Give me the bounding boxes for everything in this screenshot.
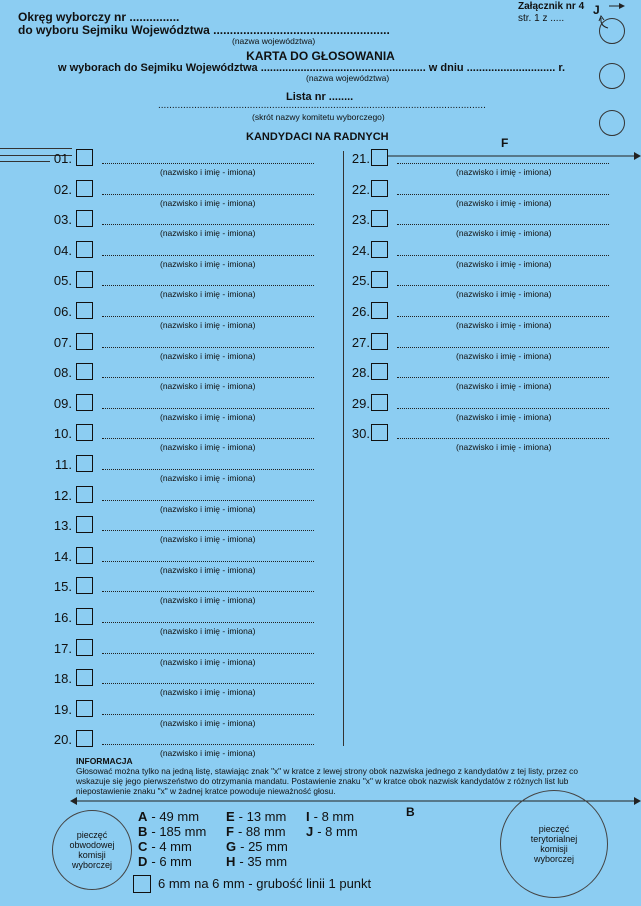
name-dotted-line — [397, 194, 609, 195]
candidate-number: 25. — [351, 273, 370, 289]
vote-checkbox[interactable] — [371, 424, 388, 441]
name-hint: (nazwisko i imię - imiona) — [456, 350, 552, 361]
name-dotted-line — [102, 163, 314, 164]
name-dotted-line — [102, 500, 314, 501]
name-dotted-line — [397, 163, 609, 164]
name-dotted-line — [102, 377, 314, 378]
name-hint: (nazwisko i imię - imiona) — [160, 534, 256, 545]
candidate-number: 16. — [53, 610, 72, 625]
vote-checkbox[interactable] — [371, 210, 388, 227]
vote-checkbox[interactable] — [371, 333, 388, 350]
name-hint: (nazwisko i imię - imiona) — [160, 564, 256, 575]
name-dotted-line — [102, 744, 314, 745]
dimension-letter: D — [138, 854, 148, 869]
candidate-number: 14. — [53, 548, 72, 564]
candidate-number: 07. — [53, 334, 72, 350]
dimension-entry — [226, 854, 287, 869]
candidate-number: 28. — [351, 365, 370, 381]
vote-checkbox[interactable] — [76, 577, 93, 594]
dimension-letter: C — [138, 839, 148, 854]
candidate-number: 04. — [53, 242, 72, 258]
name-hint: (nazwisko i imię - imiona) — [160, 411, 256, 422]
name-hint: (nazwisko i imię - imiona) — [160, 503, 256, 514]
vote-checkbox[interactable] — [76, 363, 93, 380]
name-dotted-line — [102, 469, 314, 470]
vote-checkbox[interactable] — [76, 302, 93, 319]
legend-checkbox-sample — [133, 875, 151, 893]
committee-hint: (skrót nazwy komitetu wyborczego) — [252, 112, 385, 122]
vote-checkbox[interactable] — [371, 241, 388, 258]
candidate-number: 24. — [351, 242, 370, 258]
info-text — [76, 766, 606, 796]
name-hint: (nazwisko i imię - imiona) — [160, 442, 256, 453]
name-hint: (nazwisko i imię - imiona) — [456, 411, 552, 422]
dimension-value: - 35 mm — [239, 854, 288, 869]
election-subtitle: w wyborach do Sejmiku Województwa ...................................................... w dniu ............................. r. — [58, 62, 566, 74]
candidate-number: 23. — [351, 212, 370, 228]
stamp-text: komisji — [78, 850, 106, 860]
name-hint: (nazwisko i imię - imiona) — [456, 258, 552, 269]
dimension-letter: A — [138, 809, 148, 824]
vote-checkbox[interactable] — [76, 700, 93, 717]
name-hint: (nazwisko i imię - imiona) — [160, 167, 256, 177]
dimension-letter: G — [226, 839, 237, 854]
name-dotted-line — [397, 377, 609, 378]
vote-checkbox[interactable] — [76, 210, 93, 227]
name-hint: (nazwisko i imię - imiona) — [160, 656, 256, 667]
legend-box-text: 6 mm na 6 mm - grubość linii 1 punkt — [158, 876, 372, 891]
stamp-circle-territorial — [500, 790, 608, 898]
name-dotted-line — [397, 285, 609, 286]
name-dotted-line — [397, 224, 609, 225]
stamp-text: wyborczej — [533, 854, 574, 864]
punch-hole-circle — [599, 110, 625, 136]
punch-hole-circle — [599, 18, 625, 44]
dimension-f-arrow — [374, 150, 641, 162]
name-hint: (nazwisko i imię - imiona) — [160, 717, 256, 728]
dimension-letter: H — [226, 854, 236, 869]
name-dotted-line — [102, 408, 314, 409]
stamp-text: pieczęć — [538, 824, 570, 834]
name-dotted-line — [102, 530, 314, 531]
candidate-number: 29. — [351, 395, 370, 411]
vote-checkbox[interactable] — [76, 271, 93, 288]
vote-checkbox[interactable] — [371, 149, 388, 166]
name-dotted-line — [102, 622, 314, 623]
name-dotted-line — [102, 653, 314, 654]
name-dotted-line — [397, 347, 609, 348]
name-hint: (nazwisko i imię - imiona) — [456, 167, 552, 177]
dimension-letter-b: B — [406, 805, 415, 819]
vote-checkbox[interactable] — [76, 547, 93, 564]
dimension-entry — [306, 809, 354, 824]
stamp-circle-district — [52, 810, 132, 890]
vote-checkbox[interactable] — [371, 180, 388, 197]
vote-checkbox[interactable] — [76, 608, 93, 625]
name-hint: (nazwisko i imię - imiona) — [160, 320, 256, 330]
name-dotted-line — [102, 591, 314, 592]
dimension-value: - 13 mm — [238, 809, 287, 824]
dimension-entry — [226, 809, 286, 824]
election-line: do wyboru Sejmiku Województwa ..................................................... — [18, 23, 390, 37]
candidate-number: 11. — [54, 457, 72, 472]
name-dotted-line — [102, 224, 314, 225]
dimension-value: - 185 mm — [151, 824, 207, 839]
dimension-value: - 49 mm — [151, 809, 200, 824]
dimension-entry — [306, 824, 358, 839]
vote-checkbox[interactable] — [76, 669, 93, 686]
candidate-number: 27. — [351, 334, 370, 350]
name-hint: (nazwisko i imię - imiona) — [160, 595, 256, 606]
dimension-entry — [138, 824, 206, 839]
name-dotted-line — [102, 255, 314, 256]
name-hint: (nazwisko i imię - imiona) — [160, 626, 256, 636]
info-heading: INFORMACJA — [76, 756, 133, 766]
dimension-entry — [226, 839, 288, 854]
name-hint: (nazwisko i imię - imiona) — [160, 687, 256, 698]
vote-checkbox[interactable] — [76, 516, 93, 533]
candidate-number: 20. — [53, 732, 72, 748]
dimension-entry — [138, 839, 192, 854]
candidate-number: 17. — [53, 640, 72, 656]
dimension-letter-f: F — [501, 136, 509, 150]
name-dotted-line — [102, 714, 314, 715]
stamp-text: terytorialnej — [530, 834, 578, 844]
info-line: niepostawienie znaku "x" w żadnej kratce powoduje nieważność głosu. — [76, 786, 336, 796]
column-divider — [343, 151, 344, 746]
candidate-number: 08. — [53, 365, 72, 381]
candidate-number: 13. — [53, 518, 72, 534]
candidate-number: 06. — [53, 304, 72, 319]
info-line: Głosować można tylko na jedną listę, stawiając znak "x" w kratce z lewej strony obok nazwiska jednego z kandydatów z tej listy, przez co — [76, 766, 578, 776]
dimension-entry — [138, 854, 192, 869]
name-hint: (nazwisko i imię - imiona) — [456, 289, 552, 300]
candidate-number: 03. — [53, 212, 72, 228]
candidate-number: 22. — [351, 181, 370, 197]
name-dotted-line — [397, 438, 609, 439]
name-dotted-line — [102, 438, 314, 439]
stamp-text: obwodowej — [69, 840, 115, 850]
dimension-letter: B — [138, 824, 148, 839]
stamp-text: komisji — [540, 844, 568, 854]
list-number: Lista nr ........ — [286, 91, 354, 103]
dimension-letter: J — [306, 824, 314, 839]
name-dotted-line — [102, 347, 314, 348]
candidate-number: 21. — [351, 151, 370, 166]
name-hint: (nazwisko i imię - imiona) — [456, 197, 552, 208]
dimension-value: - 88 mm — [237, 824, 286, 839]
name-dotted-line — [102, 316, 314, 317]
name-hint: (nazwisko i imię - imiona) — [160, 748, 256, 759]
vote-checkbox[interactable] — [76, 455, 93, 472]
name-hint: (nazwisko i imię - imiona) — [160, 473, 256, 483]
name-dotted-line — [102, 194, 314, 195]
punch-hole-circle — [599, 63, 625, 89]
name-hint: (nazwisko i imię - imiona) — [456, 381, 552, 392]
name-hint: (nazwisko i imię - imiona) — [456, 228, 552, 239]
candidates-heading: KANDYDACI NA RADNYCH — [246, 131, 389, 143]
candidate-number: 18. — [53, 671, 72, 687]
vote-checkbox[interactable] — [76, 394, 93, 411]
vote-checkbox[interactable] — [371, 271, 388, 288]
vote-checkbox[interactable] — [76, 639, 93, 656]
margin-tick — [0, 148, 72, 149]
stamp-text: pieczęć — [76, 830, 108, 840]
candidate-number: 02. — [53, 181, 72, 197]
candidate-number: 10. — [53, 426, 72, 442]
subtitle-hint: (nazwa województwa) — [306, 73, 390, 83]
candidate-number: 05. — [53, 273, 72, 289]
candidate-number: 09. — [53, 395, 72, 411]
name-hint: (nazwisko i imię - imiona) — [456, 442, 552, 453]
dimension-value: - 6 mm — [151, 854, 192, 869]
vote-checkbox[interactable] — [371, 363, 388, 380]
dimension-entry — [226, 824, 286, 839]
name-hint: (nazwisko i imię - imiona) — [160, 289, 256, 300]
name-dotted-line — [397, 408, 609, 409]
candidate-number: 30. — [351, 426, 370, 442]
vote-checkbox[interactable] — [371, 394, 388, 411]
ballot-title: KARTA DO GŁOSOWANIA — [246, 49, 395, 63]
dimension-value: - 8 mm — [317, 824, 358, 839]
vote-checkbox[interactable] — [76, 149, 93, 166]
vote-checkbox[interactable] — [76, 180, 93, 197]
dimension-value: - 8 mm — [313, 809, 355, 824]
name-hint: (nazwisko i imię - imiona) — [456, 320, 552, 330]
name-dotted-line — [102, 285, 314, 286]
dimension-letter: E — [226, 809, 235, 824]
name-hint: (nazwisko i imię - imiona) — [160, 197, 256, 208]
vote-checkbox[interactable] — [76, 241, 93, 258]
corner-letter-j: J — [593, 3, 600, 17]
dimension-entry — [138, 809, 199, 824]
voivodeship-hint: (nazwa województwa) — [232, 36, 316, 46]
committee-dots: ...................................................................................................................... — [158, 100, 486, 111]
name-dotted-line — [397, 255, 609, 256]
name-dotted-line — [102, 683, 314, 684]
vote-checkbox[interactable] — [76, 486, 93, 503]
name-hint: (nazwisko i imię - imiona) — [160, 350, 256, 361]
candidate-number: 26. — [351, 304, 370, 319]
vote-checkbox[interactable] — [76, 333, 93, 350]
dimension-value: - 25 mm — [240, 839, 288, 854]
candidate-number: 12. — [53, 487, 72, 503]
info-line: wskazuje się jego pierwszeństwo do otrzymania mandatu. Postawienie znaku "x" w kratce obok nazwisk kandydatów z różnych list lub — [76, 776, 569, 786]
candidate-number: 01. — [53, 151, 72, 166]
district-line: Okręg wyborczy nr ............... — [18, 10, 180, 24]
dimension-letter: I — [306, 809, 310, 824]
page-number: str. 1 z ..... — [518, 13, 565, 24]
candidate-number: 15. — [53, 579, 72, 595]
annex-label: Załącznik nr 4 — [518, 1, 585, 12]
dimension-value: - 4 mm — [151, 839, 192, 854]
name-dotted-line — [397, 316, 609, 317]
name-dotted-line — [102, 561, 314, 562]
name-hint: (nazwisko i imię - imiona) — [160, 381, 256, 392]
name-hint: (nazwisko i imię - imiona) — [160, 258, 256, 269]
vote-checkbox[interactable] — [76, 730, 93, 747]
vote-checkbox[interactable] — [76, 424, 93, 441]
vote-checkbox[interactable] — [371, 302, 388, 319]
candidate-number: 19. — [53, 701, 72, 717]
dimension-letter: F — [226, 824, 234, 839]
name-hint: (nazwisko i imię - imiona) — [160, 228, 256, 239]
stamp-text: wyborczej — [71, 860, 112, 870]
